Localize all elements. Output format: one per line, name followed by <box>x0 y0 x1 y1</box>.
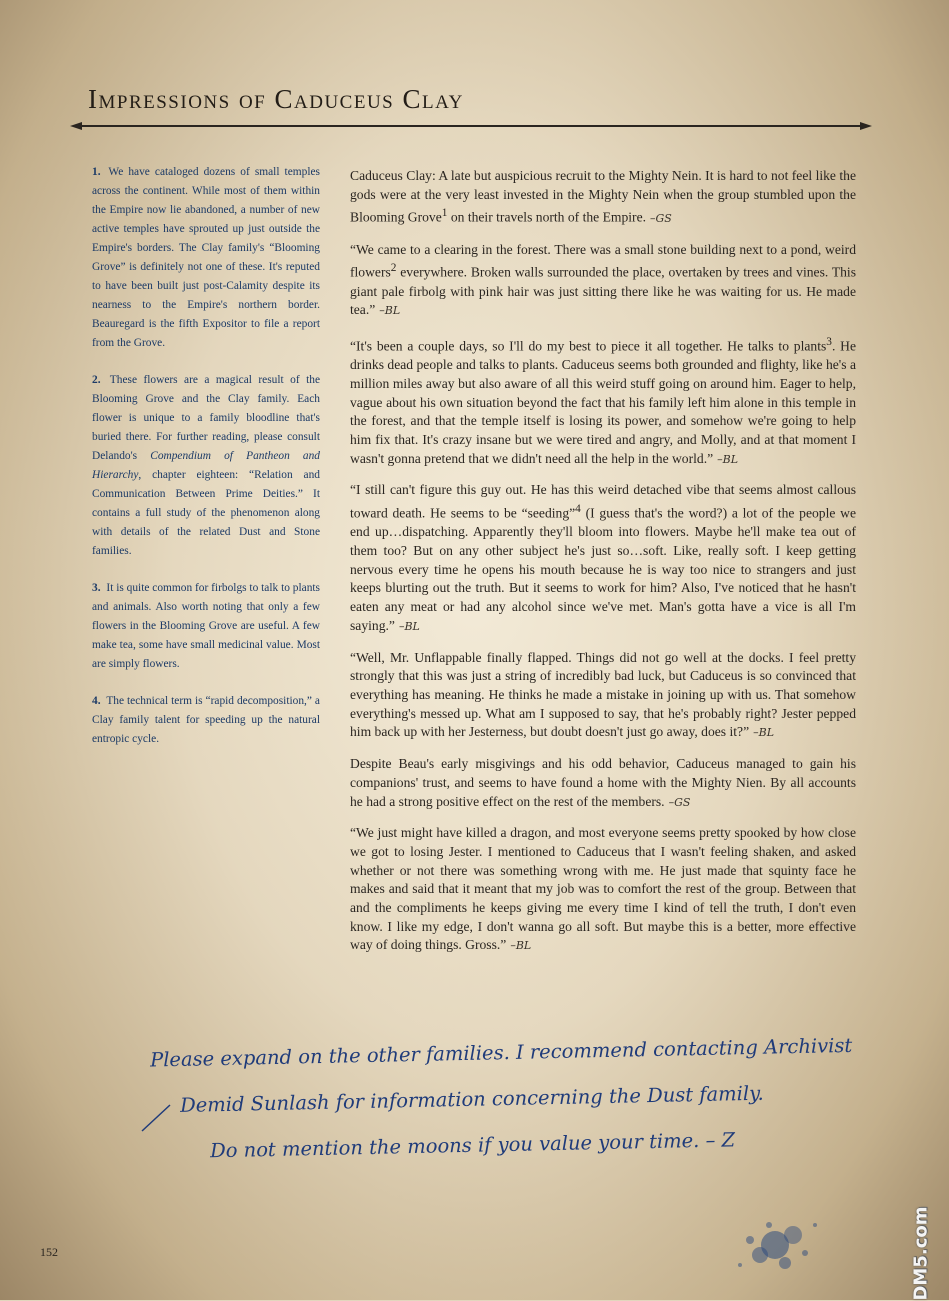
signature-initials: –GS <box>650 211 672 225</box>
handwritten-line: Please expand on the other families. I recommend contacting Archivist <box>149 1033 853 1072</box>
journal-entry: “We came to a clearing in the forest. There was a small stone building next to a pond, weird flowers$^2$ everywhere. Broken walls surrounded the place, overtaken by trees and vines. This giant pale firbolg with pink hair was just sitting there like he was waiting for us. He made tea.” –BL <box>350 241 856 318</box>
page-title: Impressions of Caduceus Clay <box>88 84 464 114</box>
signature-initials: –BL <box>398 619 420 633</box>
main-text-column <box>350 167 856 968</box>
page-number: 152 <box>40 1245 58 1259</box>
handwritten-note <box>150 1030 870 1168</box>
journal-entry: “It's been a couple days, so I'll do my best to piece it all together. He talks to plants$^3$. He drinks dead people and talks to plants. Caduceus seems both grounded and flighty, like he's a million miles away but also aware of all this weird stuff going on around him. Eager to help, vague about his own situation beyond the fact that his family left him alone in this temple in the forest, and that the temple itself is losing its power, and somehow we're going to help him fix that. It's crazy insane but we were tired and angry, and Molly, and at that moment I wasn't gonna pretend that we didn't need all the help in the world.” –BL <box>350 335 856 466</box>
journal-entry: “We just might have killed a dragon, and most everyone seems pretty spooked by how close we got to losing Jester. I mentioned to Caduceus that I wasn't feeling shaken, and asked whether or not there was something wrong with me. He just made that squinty face he makes and said that it meant that my job was to comfort the rest of the group. Between that and the compliments he keeps giving me every time I kind of tell the truth, I don't even know. I like my edge, I don't wanna go all soft. But maybe this is a better, more effective way of doing things. Gross.” –BL <box>350 825 856 953</box>
signature-initials: –BL <box>510 939 532 953</box>
footnote: 3. It is quite common for firbolgs to talk to plants and animals. Also worth noting that only a few flowers in the Blooming Grove are useful. A few make tea, some have small medicinal value. Most are simply flowers. <box>92 582 320 670</box>
signature-initials: –BL <box>717 452 739 466</box>
footnote: 4. The technical term is “rapid decomposition,” a Clay family talent for speeding up the natural entropic cycle. <box>92 695 320 745</box>
footnote: 1. We have cataloged dozens of small temples across the continent. While most of them within the Empire now lie abandoned, a number of new active temples have sprouted up just outside the Empire's borders. The Clay family's “Blooming Grove” is definitely not one of these. It's reputed to have been built just post-Calamity despite its nearness to the Empire's northern border. Beauregard is the fifth Expositor to file a report from the Grove. <box>92 166 320 349</box>
signature-initials: –BL <box>753 726 775 740</box>
journal-entry: “Well, Mr. Unflappable finally flapped. Things did not go well at the docks. I feel pretty strongly that this was just a string of incredibly bad luck, but Caduceus is so convinced that everything has meaning. He thinks he made a mistake in joining up with us. That somehow everything's messed up. What am I supposed to say, that he's probably right? Jester pepped him back up with her Jesterness, but doubt doesn't just go away, does it?” –BL <box>350 649 856 740</box>
footnote: 2. These flowers are a magical result of the Blooming Grove and the Clay family. Each flower is unique to a family bloodline that's buried there. For further reading, please consult Delando's Compendium of Pantheon and Hierarchy, chapter eighteen: “Relation and Communication Between Prime Deities.” It contains a full study of the phenomenon along with details of the related Dust and Stone families. <box>92 374 320 557</box>
handwritten-line: Demid Sunlash for information concerning the Dust family. <box>179 1081 764 1117</box>
journal-entry: Caduceus Clay: A late but auspicious recruit to the Mighty Nein. It is hard to not feel like the gods were at the very least invested in the Mighty Nein when the group stumbled upon the Blooming Grove$^1$ on their travels north of the Empire. –GS <box>350 168 856 225</box>
journal-entry: Despite Beau's early misgivings and his odd behavior, Caduceus managed to gain his companions' trust, and seems to have found a home with the Mighty Nien. By all accounts he had a strong positive effect on the rest of the members. –GS <box>350 756 856 809</box>
journal-entry: “I still can't figure this guy out. He has this weird detached vibe that seems almost callous toward death. He seems to be “seeding”$^4$ (I guess that's the word?) a lot of the people we end up…dispatching. Apparently they'll bloom into flowers. Maybe he'll make tea out of them too? But on any other subject he's just so…soft. Like, really soft. I keep getting nervous every time he opens his mouth because he is way too nice to strangers and just keeps blurting out the truth. But it seems to work for him? Also, I've noticed that he hasn't eaten any meat or had any alcohol since we've met. Man's gotta have a vice is all I'm saying.” –BL <box>350 482 856 633</box>
signature-initials: –GS <box>668 795 691 809</box>
signature-initials: –BL <box>379 304 401 318</box>
ink-splatter-icon <box>725 1195 835 1285</box>
pen-stroke-icon <box>140 1095 180 1135</box>
site-watermark: DM5.com <box>910 1206 932 1301</box>
handwritten-line: Do not mention the moons if you value your time. – Z <box>209 1128 736 1163</box>
footnotes-sidebar <box>92 163 320 767</box>
title-divider <box>70 118 872 134</box>
